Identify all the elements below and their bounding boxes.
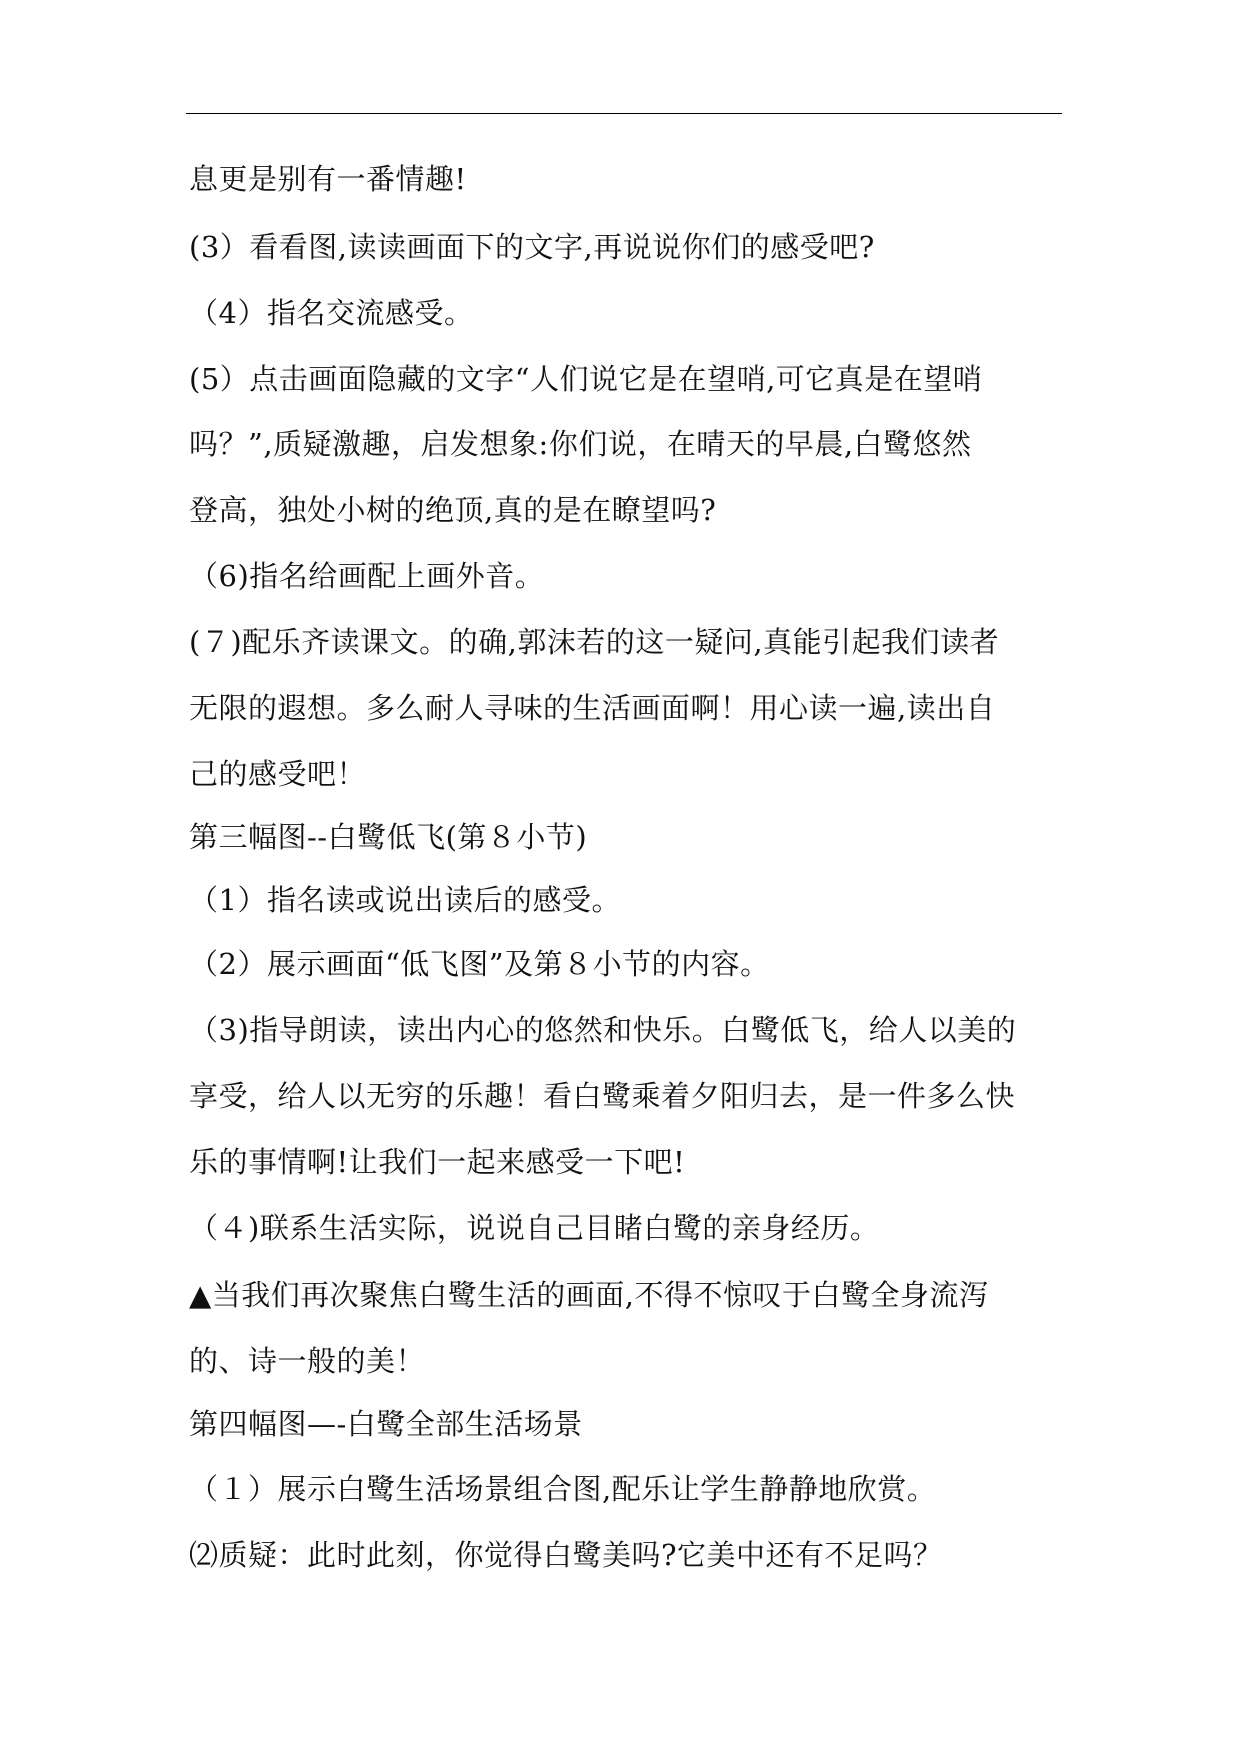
text-line: （１）展示白鹭生活场景组合图,配乐让学生静静地欣赏。 [189,1472,937,1506]
text-line: 己的感受吧！ [189,757,367,791]
text-line: （４)联系生活实际，说说自己目睹白鹭的亲身经历。 [189,1211,880,1245]
text-line: （1）指名读或说出读后的感受。 [189,883,621,917]
text-line: （4）指名交流感受。 [189,296,474,330]
text-line: 吗？”,质疑激趣，启发想象:你们说，在晴天的早晨,白鹭悠然 [189,427,972,461]
text-line: 息更是别有一番情趣! [189,162,467,196]
text-line: 无限的遐想。多么耐人寻味的生活画面啊！用心读一遍,读出自 [189,691,996,725]
text-line: (5）点击画面隐藏的文字“人们说它是在望哨,可它真是在望哨 [189,362,983,396]
text-line: (７)配乐齐读课文。的确,郭沫若的这一疑问,真能引起我们读者 [189,625,1000,659]
text-line: （3)指导朗读，读出内心的悠然和快乐。白鹭低飞，给人以美的 [189,1013,1017,1047]
text-line: 登高，独处小树的绝顶,真的是在瞭望吗? [189,493,717,527]
text-line: 享受，给人以无穷的乐趣！看白鹭乘着夕阳归去，是一件多么快 [189,1079,1016,1113]
text-line: （2）展示画面“低飞图”及第８小节的内容。 [189,947,770,981]
section-heading: 第四幅图—-白鹭全部生活场景 [189,1407,583,1441]
text-line: 乐的事情啊!让我们一起来感受一下吧! [189,1145,686,1179]
text-line: （6)指名给画配上画外音。 [189,559,545,593]
text-line: 的、诗一般的美！ [189,1344,426,1378]
text-line: ⑵质疑：此时此刻，你觉得白鹭美吗?它美中还有不足吗？ [189,1538,943,1572]
header-rule [186,113,1062,114]
text-line: (3）看看图,读读画面下的文字,再说说你们的感受吧? [189,230,875,264]
section-heading: 第三幅图--白鹭低飞(第８小节) [189,820,588,854]
text-line: ▲当我们再次聚焦白鹭生活的画面,不得不惊叹于白鹭全身流泻 [189,1278,989,1312]
